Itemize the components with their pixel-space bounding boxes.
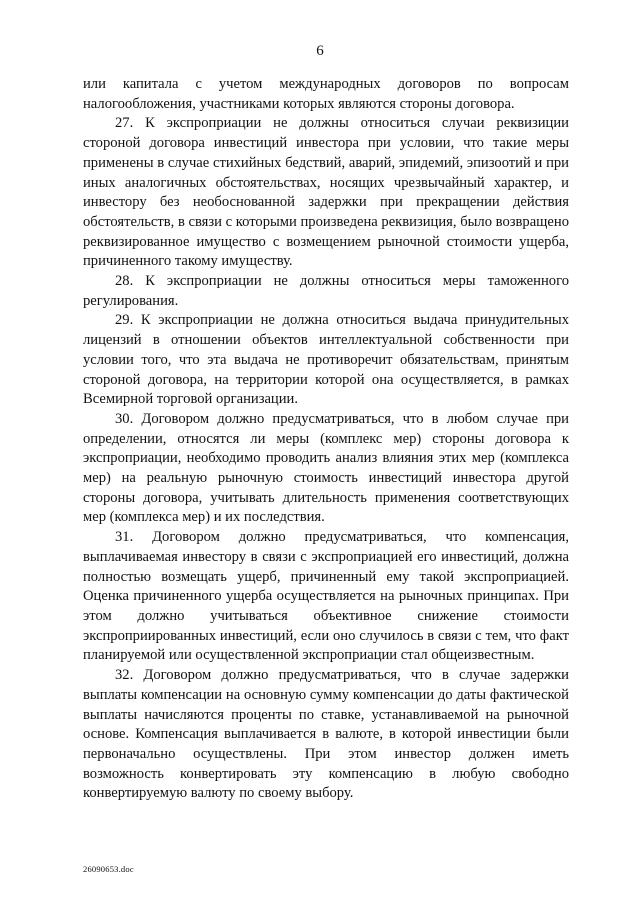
paragraph-continuation: или капитала с учетом международных договоров по вопросам налогообложения, участниками которых являются стороны договора. [83,76,569,112]
paragraph-27: 27. К экспроприации не должны относиться случаи реквизиции стороной договора инвестиций инвестора при условии, что такие меры применены в случае стихийных бедствий, аварий, эпидемий, эпизоотий и при иных аналогичных обстоятельствах, носящих чрезвычайный характер, и инвестору без необоснованной задержки при прекращении действия обстоятельств, в связи с которыми произведена реквизиция, было возвращено реквизированное имущество с возмещением рыночной стоимости ущерба, причиненного такому имуществу. [83,115,569,270]
document-body [83,75,569,804]
paragraph-31: 31. Договором должно предусматриваться, что компенсация, выплачиваемая инвестору в связи с экспроприацией его инвестиций, должна полностью возмещать ущерб, причиненный ему такой экспроприацией. Оценка причиненного ущерба осуществляется на рыночных принципах. При этом должно учитываться объективное снижение стоимости экспроприированных инвестиций, если оно случилось в связи с тем, что факт планируемой или осуществленной экспроприации стал общеизвестным. [83,529,569,664]
paragraph-29: 29. К экспроприации не должна относиться выдача принудительных лицензий в отношении объектов интеллектуальной собственности при условии того, что эта выдача не противоречит обязательствам, принятым стороной договора, на территории которой она осуществляется, в рамках Всемирной торговой организации. [83,312,569,408]
paragraph-32: 32. Договором должно предусматриваться, что в случае задержки выплаты компенсации на основную сумму компенсации до даты фактической выплаты начисляются проценты по ставке, устанавливаемой на рыночной основе. Компенсация выплачивается в валюте, в которой инвестиции были первоначально осуществлены. При этом инвестор должен иметь возможность конвертировать эту компенсацию в любую свободно конвертируемую валюту по своему выбору. [83,667,569,802]
paragraph-30: 30. Договором должно предусматриваться, что в любом случае при определении, относятся ли меры (комплекс мер) стороны договора к экспроприации, необходимо проводить анализ влияния этих мер (комплекса мер) на реальную рыночную стоимость инвестиций инвестора другой стороны договора, учитывать длительность применения соответствующих мер (комплекса мер) и их последствия. [83,410,569,526]
paragraph-28: 28. К экспроприации не должны относиться меры таможенного регулирования. [83,273,569,309]
footer-filename: 26090653.doc [83,864,134,874]
page-number: 6 [316,43,324,59]
